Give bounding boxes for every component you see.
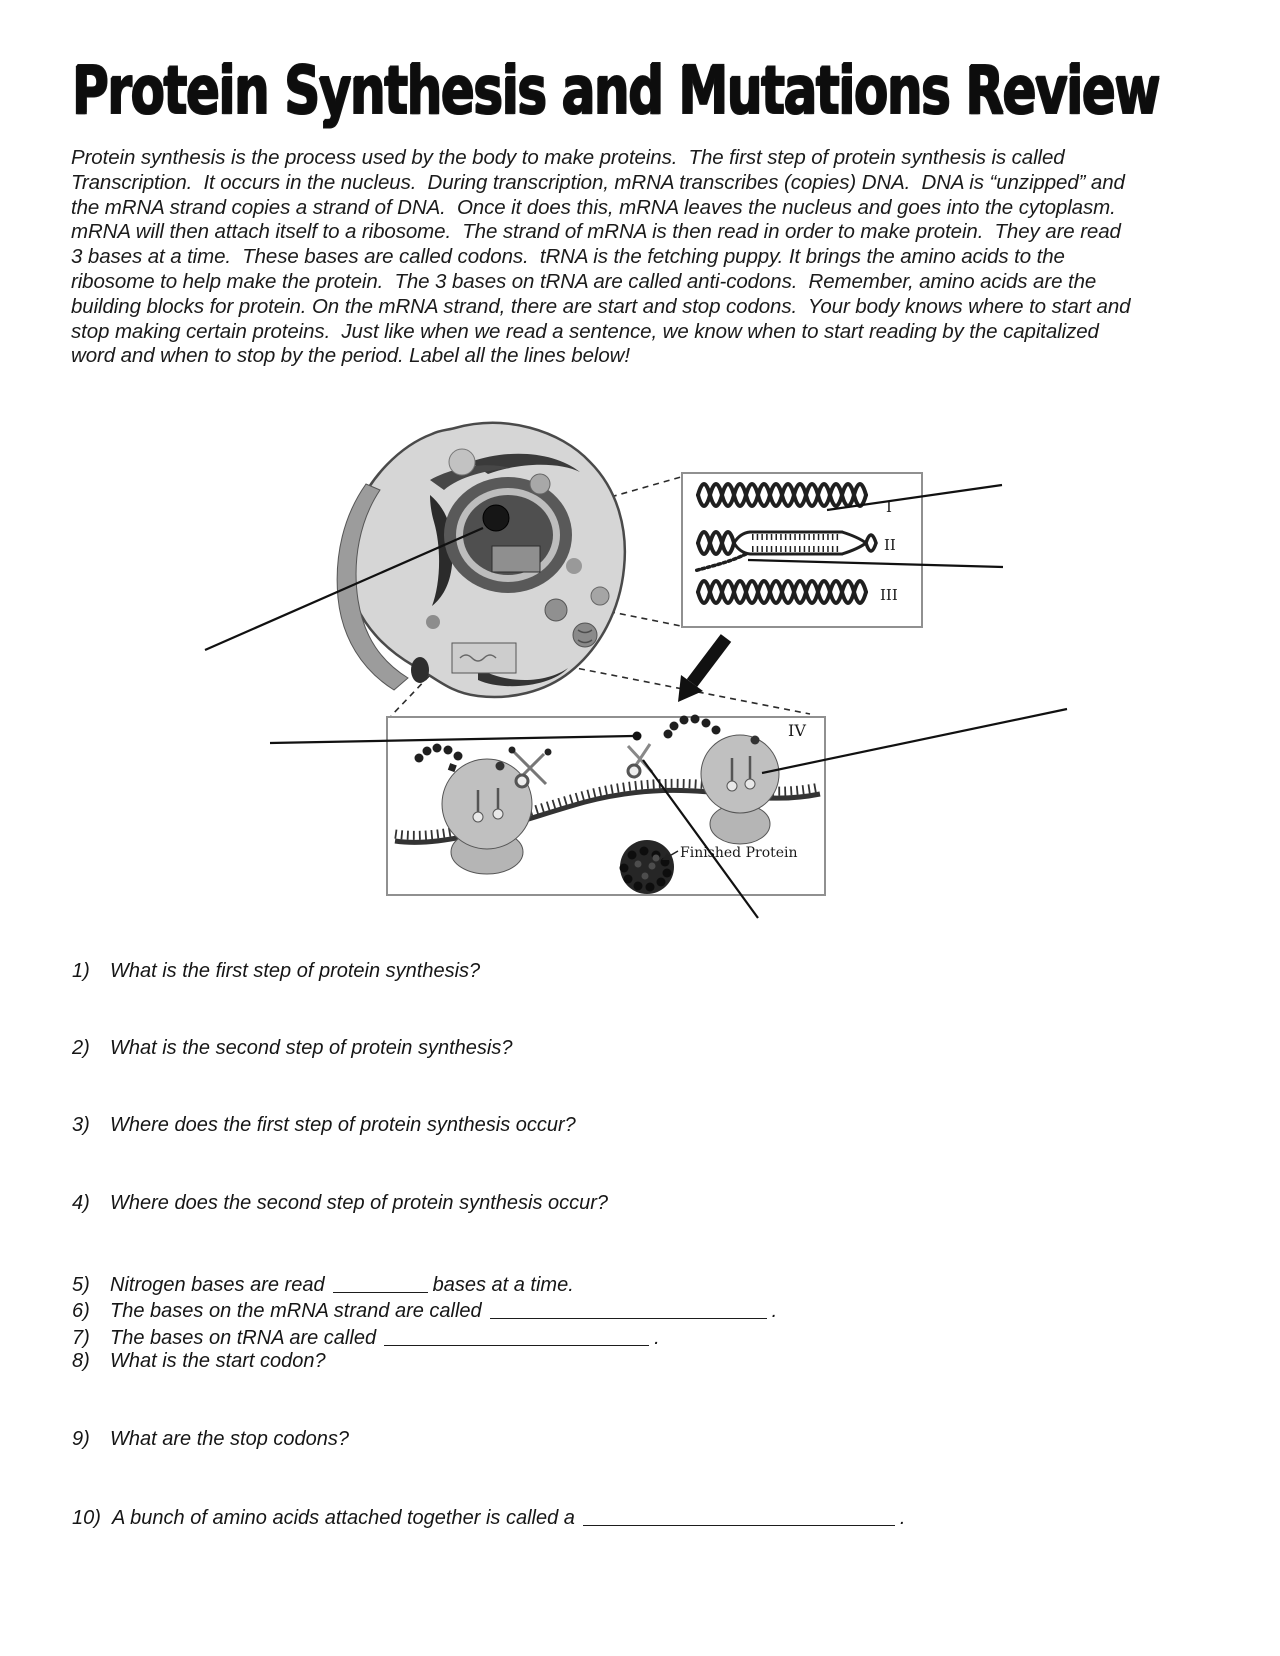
question-text: What is the start codon?	[110, 1350, 326, 1372]
question-9	[72, 1428, 349, 1451]
question-text: What are the stop codons?	[110, 1428, 350, 1450]
answer-blank	[490, 1298, 767, 1319]
question-number: 4)	[72, 1192, 90, 1214]
question-text: Where does the first step of protein synthesis occur?	[110, 1114, 576, 1136]
question-10	[72, 1505, 905, 1530]
question-2	[72, 1037, 512, 1060]
question-text: Where does the second step of protein synthesis occur?	[110, 1192, 609, 1214]
label-line-dot	[633, 732, 642, 741]
vesicle	[530, 474, 550, 494]
organelle-spot	[411, 657, 429, 683]
question-text: What is the first step of protein synthesis?	[110, 960, 481, 982]
dna-zoom-box	[682, 473, 922, 627]
roman-numeral-2: II	[884, 536, 896, 554]
question-text: A bunch of amino acids attached together is called a .	[112, 1507, 906, 1529]
question-text: The bases on tRNA are called .	[110, 1327, 660, 1349]
question-7	[72, 1325, 660, 1350]
vesicle	[566, 558, 582, 574]
protein-synthesis-diagram	[0, 400, 1280, 960]
question-6	[72, 1298, 777, 1323]
answer-blank	[333, 1272, 428, 1293]
page-title: Protein Synthesis and Mutations Review	[72, 52, 1160, 129]
mitochondrion	[573, 623, 597, 647]
question-text: What is the second step of protein synthesis?	[110, 1037, 513, 1059]
intro-paragraph: Protein synthesis is the process used by the body to make proteins. The first step of protein synthesis is called Transcription. It occurs in the nucleus. During transcription, mRNA transcribes (copies) DNA. DNA is “unzipped” and the mRNA strand copies a strand of DNA. Once it does this, mRNA leaves the nucleus and goes into the cytoplasm. mRNA will then attach itself to a ribosome. The strand of mRNA is then read in order to make protein. They are read 3 bases at a time. These bases are called codons. tRNA is the fetching puppy. It brings the amino acids to the ribosome to help make the protein. The 3 bases on tRNA are called anti-codons. Remember, amino acids are the building blocks for protein. On the mRNA strand, there are start and stop codons. Your body knows where to start and stop making certain proteins. Just like when we read a sentence, we know when to start reading by the capitalized word and when to stop by the period. Label all the lines below!	[71, 146, 1137, 368]
question-number: 9)	[72, 1428, 90, 1450]
roman-numeral-4: IV	[788, 721, 806, 740]
vesicle	[591, 587, 609, 605]
question-number: 7)	[72, 1327, 90, 1349]
question-number: 10)	[72, 1507, 101, 1529]
question-3	[72, 1114, 576, 1137]
question-8	[72, 1350, 326, 1373]
question-number: 3)	[72, 1114, 90, 1136]
vesicle	[426, 615, 440, 629]
question-text: The bases on the mRNA strand are called .	[110, 1300, 778, 1322]
vesicle	[449, 449, 475, 475]
question-number: 6)	[72, 1300, 90, 1322]
answer-blank	[384, 1325, 649, 1346]
roman-numeral-1: I	[886, 498, 892, 516]
question-1	[72, 960, 480, 983]
question-4	[72, 1192, 608, 1215]
finished-protein-label: Finished Protein	[680, 845, 798, 861]
question-number: 2)	[72, 1037, 90, 1059]
question-text: Nitrogen bases are read bases at a time.	[110, 1274, 574, 1296]
question-number: 8)	[72, 1350, 90, 1372]
translation-zoom-box	[387, 715, 825, 896]
nucleolus	[483, 505, 509, 531]
golgi-sphere	[545, 599, 567, 621]
question-5	[72, 1272, 574, 1297]
answer-blank	[583, 1505, 895, 1526]
question-number: 5)	[72, 1274, 90, 1296]
cell-nucleus	[444, 477, 572, 593]
question-number: 1)	[72, 960, 90, 982]
rough-er-region	[452, 643, 516, 673]
cell-illustration	[337, 423, 625, 697]
roman-numeral-3: III	[880, 586, 898, 604]
